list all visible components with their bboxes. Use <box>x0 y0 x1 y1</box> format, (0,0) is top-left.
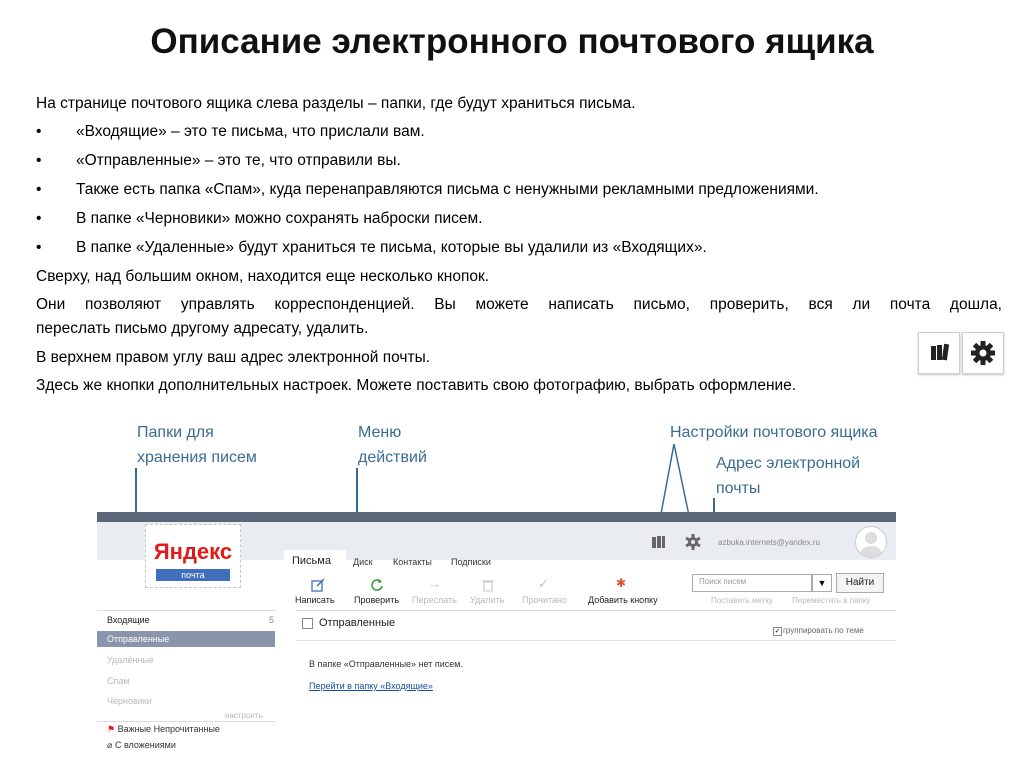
avatar[interactable] <box>855 526 887 558</box>
folder-header: Отправленные <box>319 617 396 629</box>
flag-icon: ⚑ <box>107 724 116 734</box>
list-item-text: Также есть папка «Спам», куда перенаправляются письма с ненужными рекламными предложениями. <box>76 181 819 198</box>
annotation-text: хранения писем <box>137 449 257 466</box>
list-item-text: «Отправленные» – это те, что отправили вы. <box>76 152 401 169</box>
mail-screenshot <box>97 512 896 767</box>
annotation-text: действий <box>358 449 427 466</box>
list-item-text: В папке «Черновики» можно сохранять наброски писем. <box>76 210 483 227</box>
gear-icon <box>963 333 1003 373</box>
compose-icon[interactable] <box>311 578 325 592</box>
paperclip-icon: ⌀ <box>107 740 113 750</box>
themes-button[interactable] <box>918 332 960 374</box>
paragraph: переслать письмо другому адресату, удалить. <box>36 320 369 337</box>
tab-contacts[interactable]: Контакты <box>393 557 432 567</box>
sidebar-item-spam[interactable]: Спам <box>107 676 130 686</box>
goto-inbox-link[interactable]: Перейти в папку «Входящие» <box>309 681 433 691</box>
annotation-address <box>716 451 860 501</box>
list-item-text: В папке «Удаленные» будут храниться те письма, которые вы удалили из «Входящих». <box>76 239 707 256</box>
sparkle-icon: ✱ <box>616 576 627 590</box>
annotation-menu <box>358 420 427 470</box>
gear-icon[interactable] <box>684 533 702 551</box>
paragraph: Сверху, над большим окном, находится еще несколько кнопок. <box>36 268 490 285</box>
annotation-text: Меню <box>358 424 402 441</box>
bullet-icon: • <box>36 239 42 256</box>
list-item-text: «Входящие» – это те письма, что прислали вам. <box>76 123 425 140</box>
sidebar-item-sent[interactable] <box>97 631 275 647</box>
paragraph: В верхнем правом углу ваш адрес электронной почты. <box>36 349 431 366</box>
bullet-icon: • <box>36 123 42 140</box>
annotation-settings: Настройки почтового ящика <box>670 424 878 441</box>
sidebar-item-label: Входящие <box>107 615 150 625</box>
tab-label: Письма <box>292 555 331 567</box>
bullet-icon: • <box>36 210 42 227</box>
logo-sub: почта <box>156 569 230 581</box>
mark-read-button[interactable]: Прочитано <box>522 595 567 605</box>
annotation-folders <box>137 420 257 470</box>
sidebar-item-deleted[interactable]: Удалённые <box>107 655 154 665</box>
empty-message: В папке «Отправленные» нет писем. <box>309 659 463 669</box>
sidebar-item-label: Отправленные <box>107 634 170 644</box>
search-dropdown[interactable]: ▼ <box>812 574 832 592</box>
compose-button[interactable]: Написать <box>295 595 335 605</box>
logo[interactable] <box>145 524 241 588</box>
top-bar <box>97 512 896 522</box>
group-label: группировать по теме <box>783 626 864 635</box>
logo-text: Яндекс <box>153 539 233 564</box>
tab-disk[interactable]: Диск <box>353 557 373 567</box>
labels-row[interactable] <box>107 724 220 735</box>
page-title: Описание электронного почтового ящика <box>150 22 874 61</box>
intro-text: На странице почтового ящика слева разделы – папки, где будут храниться письма. <box>36 95 636 112</box>
paragraph: Здесь же кнопки дополнительных настроек. Можете поставить свою фотографию, выбрать оформление. <box>36 377 797 394</box>
add-button-button[interactable]: Добавить кнопку <box>588 595 658 605</box>
tab-letters[interactable] <box>284 550 346 572</box>
attachments-text: С вложениями <box>114 740 176 750</box>
refresh-icon[interactable] <box>370 578 384 592</box>
trash-icon <box>482 578 494 592</box>
search-button[interactable]: Найти <box>836 573 884 593</box>
move-to-folder-link[interactable]: Переместить в папку <box>792 596 871 605</box>
setup-link[interactable]: настроить <box>225 711 263 720</box>
bullet-icon: • <box>36 152 42 169</box>
annotation-text: почты <box>716 480 761 497</box>
sidebar-item-inbox[interactable] <box>97 613 275 628</box>
set-label-link[interactable]: Поставить метку <box>711 596 773 605</box>
checkmark-icon: ✓ <box>538 576 549 591</box>
delete-button[interactable]: Удалить <box>470 595 505 605</box>
labels-text: Важные Непрочитанные <box>117 724 220 734</box>
sidebar-item-drafts[interactable]: Черновики <box>107 696 152 706</box>
search-placeholder: Поиск писем <box>699 577 747 586</box>
annotation-text: Адрес электронной <box>716 455 861 472</box>
group-checkbox[interactable]: ✓ <box>774 628 781 635</box>
settings-button[interactable] <box>962 332 1004 374</box>
select-all-checkbox[interactable] <box>302 618 313 629</box>
forward-button[interactable]: Переслать <box>412 595 457 605</box>
themes-icon <box>919 333 959 373</box>
search-input[interactable] <box>692 574 812 592</box>
annotation-text: Папки для <box>137 424 214 441</box>
bullet-icon: • <box>36 181 42 198</box>
inbox-count: 5 <box>269 615 275 625</box>
email-address[interactable]: azbuka.internets@yandex.ru <box>718 538 820 547</box>
attachments-filter[interactable] <box>107 740 176 751</box>
forward-icon: → <box>428 576 441 591</box>
check-button[interactable]: Проверить <box>354 595 400 605</box>
tab-subscriptions[interactable]: Подписки <box>451 557 491 567</box>
paragraph: Они позволяют управлять корреспонденцией. Вы можете написать письмо, проверить, вся ли почта дошла, <box>36 296 1002 313</box>
themes-icon[interactable] <box>650 534 666 550</box>
